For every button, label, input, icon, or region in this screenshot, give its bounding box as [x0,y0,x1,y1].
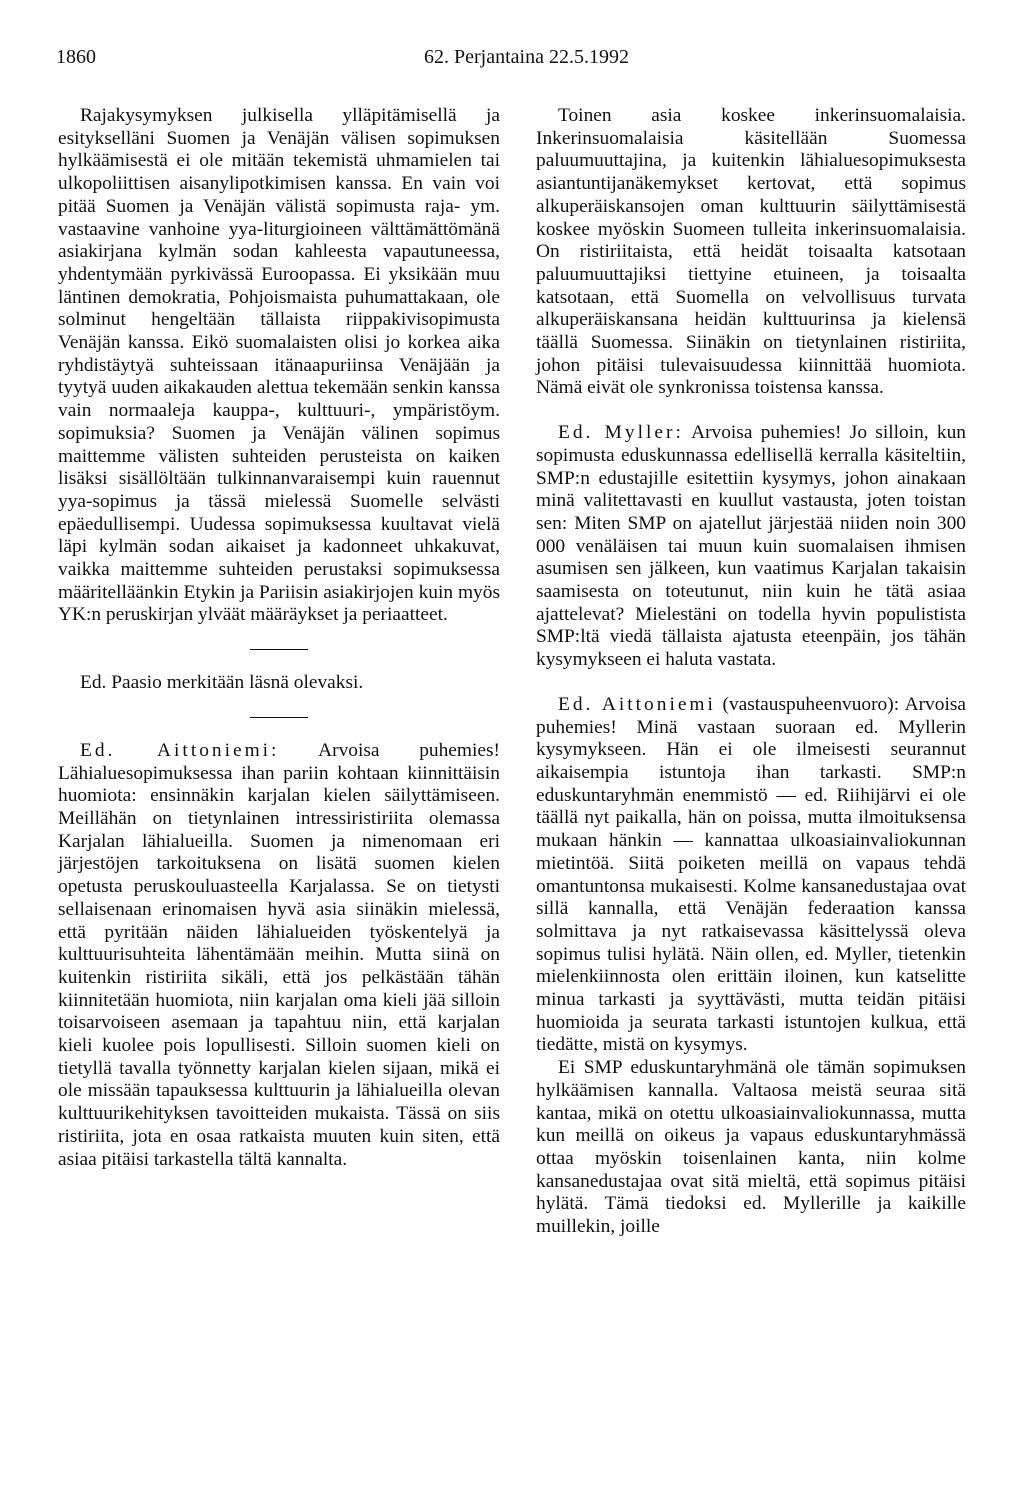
left-column [58,105,500,1171]
speaker-name: Ed. Aittoniemi [558,693,716,715]
speech-paragraph: Rajakysymyksen julkisella ylläpitämisellä ja esitykselläni Suomen ja Venäjän välisen sopimuksen hylkäämisestä ei ole mitään tekemistä uhmamielen tai ulkopoliittisen aisanylipotkimisen kanssa. En vain voi pitää Suomen ja Venäjän välistä sopimusta raja- ym. vastaavine vanhoine yya-liturgioineen välttämättömänä asiakirjana kylmän sodan kahleesta vapautuneessa, yhdentymään pyrkivässä Euroopassa. Ei yksikään muu läntinen demokratia, Pohjoismaista puhumattakaan, ole solminut hengeltään tällaista riippakivisopimusta Venäjän kanssa. Eikö suomalaisten olisi jo korkea aika ryhdistäytyä suhteissaan itänaapuriinsa Venäjään ja tyytyä uuden aikakauden alettua tekemään senkin kanssa vain normaaleja kauppa-, kulttuuri-, ympäristöym. sopimuksia? Suomen ja Venäjän välinen sopimus maittemme välisten suhteiden perusteista on kaiken lisäksi sisällöltään tulkinnanvaraisempi kuin rauennut yya-sopimus ja tässä mielessä Suomelle selvästi epäedullisempi. Uudessa sopimuksessa kuultavat vielä läpi kylmän sodan aikaiset ja kadonneet uhkakuvat, vaikka maittemme suhteiden perustaksi sopimuksessa määritelläänkin Etykin ja Pariisin asiakirjojen kuin myös YK:n peruskirjan ylväät määräykset ja periaatteet. [58,105,500,626]
speech-text: Arvoisa puhemies! Lähialuesopimuksessa ihan pariin kohtaan kiinnittäisin huomiota: ensinnäkin karjalan kielen säilyttämiseen. Meillähän on tietynlainen intressiristiriita olemassa Karjalan lähialueilla. Suomen ja nimenomaan eri järjestöjen tarkoituksena on lisätä suomen kielen opetusta peruskouluasteella Karjalassa. Se on tietysti sellaisenaan erinomaisen hyvä asia siinäkin mielessä, että pyritään näiden lähialueiden työskentelyä ja kulttuurisuhteita lähentämään meihin. Mutta siinä on kuitenkin ristiriita sikäli, että jos pelkästään tähän kiinnitetään huomiota, niin karjalan oma kieli jää silloin toisarvoiseen asemaan ja tapahtuu niin, että karjalan kieli kuolee pois lopullisesti. Silloin suomen kieli on tietyllä tavalla työnnetty karjalan kielen sijaan, mikä ei ole missään tapauksessa kulttuurin ja lähialueilla olevan kulttuurikehityksen tavoitteiden mukaista. Tässä on siis ristiriita, jota en osaa ratkaista muuten kuin siten, että asiaa pitäisi tarkastella tältä kannalta. [58,739,500,1170]
right-column [536,105,966,1239]
section-divider [250,649,308,650]
speech-paragraph [536,694,966,1057]
page-header [0,46,1024,74]
speaker-name: Ed. Aittoniemi: [80,739,280,761]
running-head: 62. Perjantaina 22.5.1992 [424,46,629,68]
speech-paragraph [58,740,500,1171]
page-number: 1860 [56,46,96,68]
speaker-name: Ed. Myller: [558,422,684,444]
speech-paragraph: Toinen asia koskee inkerinsuomalaisia. Inkerinsuomalaisia käsitellään Suomessa paluumuuttajina, ja kuitenkin lähialuesopimuksesta asiantuntijanäkemykset kertovat, että sopimus alkuperäiskansojen oman kulttuurin säilyttämisestä koskee myöskin Suomeen tulleita inkerinsuomalaisia. On ristiriitaista, että heidät toisaalta katsotaan paluumuuttajiksi tiettyine etuineen, ja toisaalta katsotaan, että Suomella on velvollisuus turvata alkuperäiskansana heidän kulttuurinsa ja kielensä täällä Suomessa. Siinäkin on tietynlainen ristiriita, johon pitäisi tulevaisuudessa kiinnittää huomiota. Nämä eivät ole synkronissa toistensa kanssa. [536,105,966,399]
section-divider [250,717,308,718]
procedural-note: Ed. Paasio merkitään läsnä olevaksi. [80,672,364,694]
speech-paragraph [536,422,966,672]
speech-paragraph: Ei SMP eduskuntaryhmänä ole tämän sopimuksen hylkäämisen kannalla. Valtaosa meistä seuraa sitä kantaa, mikä on otettu ulkoasiainvaliokunnassa, mutta kun meillä on oikeus ja vapaus eduskuntaryhmässä ottaa myöskin toisenlainen kanta, niin kolme kansanedustajaa ovat sitä mieltä, että sopimus pitäisi hylätä. Tämä tiedoksi ed. Myllerille ja kaikille muillekin, joille [536,1057,966,1238]
speech-text: (vastauspuheenvuoro): Arvoisa puhemies! Minä vastaan suoraan ed. Myllerin kysymykseen. Hän ei ole ilmeisesti seurannut aikaisempia istuntoja ihan tarkasti. SMP:n eduskuntaryhmän enemmistö — ed. Riihijärvi ei ole täällä nyt paikalla, hän on poissa, mutta ilmoituksensa mukaan hänkin — kannattaa ulkoasiainvaliokunnan mietintöä. Siitä poiketen meillä on vapaus tehdä omantuntonsa mukaisesti. Kolme kansanedustajaa ovat sillä kannalla, että Venäjän federaation kanssa solmittava ja nyt ratkaisevassa käsittelyssä oleva sopimus tulisi hylätä. Näin ollen, ed. Myller, tietenkin mielenkiinnosta olen erittäin iloinen, kun katselitte minua tarkasti ja syyttävästi, mutta teidän pitäisi huomioida ja seurata tarkasti istuntojen kulkua, että tiedätte, mistä on kysymys. [536,693,966,1056]
speech-text: Arvoisa puhemies! Jo silloin, kun sopimusta eduskunnassa edellisellä kerralla käsiteltiin, SMP:n edustajille esitettiin kysymys, johon ainakaan minä valitettavasti en kuullut vastausta, joten toistan sen: Miten SMP on ajatellut järjestää niiden noin 300 000 venäläisen tai muun kuin suomalaisen ihmisen asumisen sen jälkeen, kun vaatimus Karjalan takaisin saamisesta on toteutunut, niin kuin he tätä asiaa ajattelevat? Mielestäni on todella hyvin populistista SMP:ltä viedä tällaista ajatusta eteenpäin, jos tähän kysymykseen ei haluta vastata. [536,422,967,671]
